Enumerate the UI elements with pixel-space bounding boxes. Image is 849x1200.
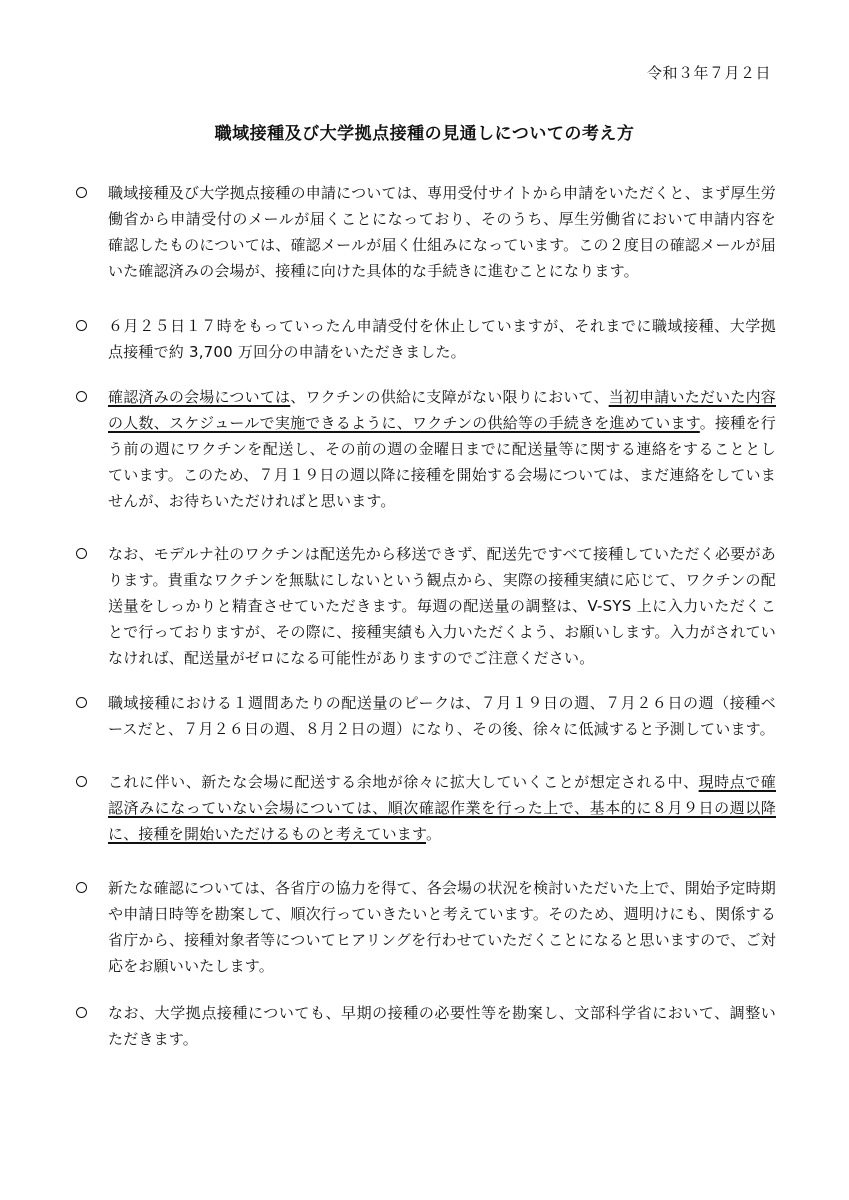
list-item: [76, 875, 776, 979]
item-text: ６月２５日１７時をもっていったん申請受付を休止していますが、それまでに職域接種、大学拠点接種で約 3,700 万回分の申請をいただきました。: [108, 317, 776, 361]
document-title: 職域接種及び大学拠点接種の見通しについての考え方: [214, 124, 635, 144]
circle-bullet-icon: [76, 882, 87, 893]
circle-bullet-icon: [76, 548, 87, 559]
item-text: なお、大学拠点接種についても、早期の接種の必要性等を勘案し、文部科学省において、調整いただきます。: [108, 1004, 776, 1048]
circle-bullet-icon: [76, 697, 87, 708]
document-date: 令和３年７月２日: [646, 64, 771, 82]
list-item: [76, 180, 776, 284]
item-text-segment: 。: [426, 825, 442, 843]
circle-bullet-icon: [76, 776, 87, 787]
underlined-text: 当初申請いただいた内容の人数、スケジュールで実施できるように、ワクチンの供給等の手続きを進めています: [108, 388, 776, 432]
list-item: [76, 769, 776, 847]
item-text-segment: 、ワクチンの供給に支障がない限りにおいて、: [290, 388, 609, 406]
item-text: 職域接種における１週間あたりの配送量のピークは、７月１９日の週、７月２６日の週（接種ベースだと、７月２６日の週、８月２日の週）になり、その後、徐々に低減すると予測しています。: [108, 694, 776, 738]
item-text: 新たな確認については、各省庁の協力を得て、各会場の状況を検討いただいた上で、開始予定時期や申請日時等を勘案して、順次行っていきたいと考えています。そのため、週明けにも、関係する省庁から、接種対象者等についてヒアリングを行わせていただくことになると思いますので、ご対応をお願いいたします。: [108, 879, 776, 975]
item-text-segment: これに伴い、新たな会場に配送する余地が徐々に拡大していくことが想定される中、: [108, 773, 699, 791]
circle-bullet-icon: [76, 320, 87, 331]
underlined-text: 現時点で確認済みになっていない会場については、順次確認作業を行った上で、基本的に８月９日の週以降に、接種を開始いただけるものと考えています: [108, 773, 776, 843]
circle-bullet-icon: [76, 1007, 87, 1018]
item-text-segment: 。接種を行う前の週にワクチンを配送し、その前の週の金曜日までに配送量等に関する連絡をすることとしています。このため、７月１９日の週以降に接種を開始する会場については、まだ連絡をしていませんが、お待ちいただければと思います。: [108, 414, 776, 510]
underlined-text: 確認済みの会場については: [108, 388, 291, 406]
item-text: [108, 769, 776, 847]
item-text: 職域接種及び大学拠点接種の申請については、専用受付サイトから申請をいただくと、まず厚生労働省から申請受付のメールが届くことになっており、そのうち、厚生労働省において申請内容を確認したものについては、確認メールが届く仕組みになっています。この２度目の確認メールが届いた確認済みの会場が、接種に向けた具体的な手続きに進むことになります。: [108, 184, 776, 280]
list-item: [76, 541, 776, 671]
item-text: [108, 384, 776, 514]
list-item: [76, 1000, 776, 1052]
list-item: [76, 313, 776, 365]
list-item: [76, 690, 776, 742]
circle-bullet-icon: [76, 391, 87, 402]
list-item: [76, 384, 776, 514]
circle-bullet-icon: [76, 187, 87, 198]
item-text: なお、モデルナ社のワクチンは配送先から移送できず、配送先ですべて接種していただく必要があります。貴重なワクチンを無駄にしないという観点から、実際の接種実績に応じて、ワクチンの配送量をしっかりと精査させていただきます。毎週の配送量の調整は、V-SYS 上に入力いただくことで行っておりますが、その際に、接種実績も入力いただくよう、お願いします。入力がされていなければ、配送量がゼロになる可能性がありますのでご注意ください。: [108, 545, 776, 667]
